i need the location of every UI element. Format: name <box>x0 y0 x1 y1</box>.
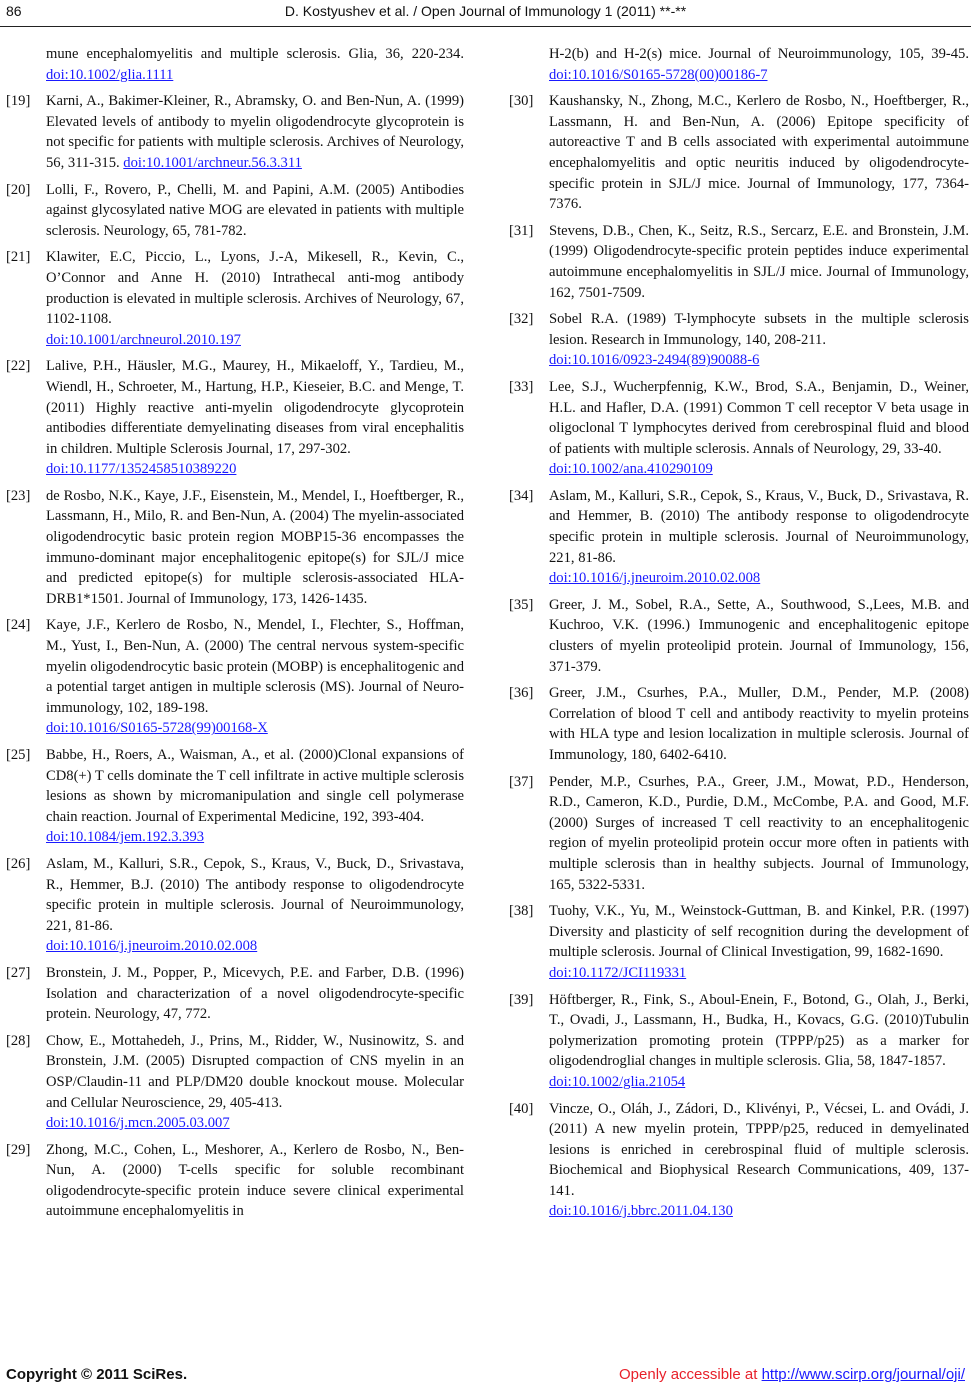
running-title: D. Kostyushev et al. / Open Journal of Immunology 1 (2011) **-** <box>284 3 687 19</box>
reference-text: mune encephalomyelitis and multiple sclerosis. Glia, 36, 220-234. <box>46 46 464 62</box>
reference-text: Vincze, O., Oláh, J., Zádori, D., Klivényi, P., Vécsei, L. and Ovádi, J. (2011) A new myelin protein, TPPP/p25, reduced in demyelinated lesions is enriched in cerebrospinal fluid of multiple sclerosis. Biochemical and Biophysical Research Communications, 409, 137-141. <box>549 1100 969 1199</box>
reference-item <box>509 1099 969 1223</box>
reference-number: [27] <box>6 964 31 981</box>
reference-item <box>509 772 969 896</box>
reference-text: Aslam, M., Kalluri, S.R., Cepok, S., Kraus, V., Buck, D., Srivastava, R., Hemmer, B.J. (2010) The antibody response to oligodendrocyte specific protein in multiple sclerosis. Journal of Neuroimmunology, 221, 81-86. <box>46 855 464 934</box>
reference-item <box>509 901 969 983</box>
reference-continuation <box>6 44 464 85</box>
reference-text: Kaushansky, N., Zhong, M.C., Kerlero de Rosbo, N., Hoeftberger, R., Lassmann, H. and Ben-Nun, A. (2006) Epitope specificity of autoreactive T and B cells associated with experimental autoimmune encephalomyelitis and optic neuritis induced by oligodendrocyte-specific protein in SJL/J mice. Journal of Immunology, 177, 7364-7376. <box>549 93 969 213</box>
reference-item <box>509 683 969 765</box>
reference-text: Lolli, F., Rovero, P., Chelli, M. and Papini, A.M. (2005) Antibodies against glycosylated native MOG are elevated in patients with multiple sclerosis. Neurology, 65, 781-782. <box>46 181 464 239</box>
doi-link[interactable]: doi:10.1016/S0165-5728(00)00186-7 <box>549 66 768 83</box>
reference-number: [25] <box>6 747 31 763</box>
reference-number: [33] <box>509 378 534 395</box>
reference-item <box>509 221 969 303</box>
left-column <box>6 44 464 1222</box>
right-column <box>509 44 969 1222</box>
running-header <box>0 0 971 27</box>
reference-text: Tuohy, V.K., Yu, M., Weinstock-Guttman, B. and Kinkel, P.R. (1997) Diversity and plasticity of self recognition during the development of multiple sclerosis. Journal of Clinical Investigation, 99, 1682-1690. <box>549 903 969 961</box>
page-number: 86 <box>6 3 22 19</box>
reference-text: Karni, A., Bakimer-Kleiner, R., Abramsky, O. and Ben-Nun, A. (1999) Elevated levels of antibody to myelin oligodendrocyte glycoprotein is not specific for patients with multiple sclerosis. Archives of Neurology, 56, 311-315. <box>46 93 464 171</box>
reference-number: [19] <box>6 93 31 110</box>
doi-link[interactable]: doi:10.1172/JCI119331 <box>549 964 687 981</box>
reference-item <box>509 486 969 589</box>
reference-text: Lee, S.J., Wucherpfennig, K.W., Brod, S.A., Benjamin, D., Weiner, H.L. and Hafler, D.A. (1991) Common T cell receptor V beta usage in oligoclonal T lymphocytes derived from cerebrospinal fluid and blood of patients with multiple sclerosis. Annals of Neurology, 29, 33-40. <box>549 378 969 457</box>
open-access-notice <box>619 1366 965 1383</box>
reference-number: [24] <box>6 617 31 634</box>
reference-text: Lalive, P.H., Häusler, M.G., Maurey, H., Mikaeloff, Y., Tardieu, M., Wiendl, H., Schroeter, M., Hartung, H.P., Kieseier, B.C. and Menge, T. (2011) Highly reactive anti-myelin oligodendrocyte glycoprotein antibodies differentiate demyelinating diseases from viral encephalitis in children. Multiple Sclerosis Journal, 17, 297-302. <box>46 358 464 457</box>
doi-link[interactable]: doi:10.1016/j.jneuroim.2010.02.008 <box>549 570 761 587</box>
reference-number: [23] <box>6 487 31 504</box>
reference-text: Babbe, H., Roers, A., Waisman, A., et al. (2000)Clonal expansions of CD8(+) T cells dominate the T cell infiltrate in active multiple sclerosis lesions as shown by micromanipulation and single cell polymerase chain reaction. Journal of Experimental Medicine, 192, 393-404. <box>46 747 464 825</box>
reference-number: [32] <box>509 311 534 328</box>
reference-number: [36] <box>509 685 534 702</box>
reference-item <box>6 1140 464 1222</box>
reference-text: Stevens, D.B., Chen, K., Seitz, R.S., Sercarz, E.E. and Bronstein, J.M. (1999) Oligodendrocyte-specific protein peptides induce experimental autoimmune encephalomyelitis in SJL/J mice. Journal of Immunology, 162, 7501-7509. <box>549 222 969 301</box>
copyright-notice: Copyright © 2011 SciRes. <box>6 1366 188 1383</box>
reference-number: [39] <box>509 991 534 1008</box>
reference-text: Zhong, M.C., Cohen, L., Meshorer, A., Kerlero de Rosbo, N., Ben-Nun, A. (2000) T-cells specific for soluble recombinant oligodendrocyte-specific protein induce severe clinical experimental autoimmune encephalomyelitis in <box>46 1141 464 1220</box>
reference-item <box>6 963 464 1025</box>
reference-number: [31] <box>509 222 534 239</box>
reference-item <box>509 595 969 677</box>
reference-number: [22] <box>6 358 31 375</box>
reference-continuation <box>509 44 969 85</box>
reference-item <box>6 247 464 350</box>
doi-link[interactable]: doi:10.1001/archneur.56.3.311 <box>123 154 302 171</box>
reference-text: Klawiter, E.C, Piccio, L., Lyons, J.-A, Mikesell, R., Kevin, C., O’Connor and Anne H. (2010) Intrathecal anti-mog antibody production is elevated in multiple sclerosis. Archives of Neurology, 67, 1102-1108. <box>46 249 464 328</box>
reference-number: [35] <box>509 596 534 613</box>
doi-link[interactable]: doi:10.1016/j.jneuroim.2010.02.008 <box>46 938 258 955</box>
reference-number: [40] <box>509 1100 534 1117</box>
journal-url-link[interactable]: http://www.scirp.org/journal/oji/ <box>761 1366 965 1383</box>
reference-text: Chow, E., Mottahedeh, J., Prins, M., Ridder, W., Nusinowitz, S. and Bronstein, J.M. (2005) Disrupted compaction of CNS myelin in an OSP/Claudin-11 and PLP/DM20 double knockout mouse. Molecular and Cellular Neuroscience, 29, 405-413. <box>46 1032 464 1111</box>
reference-text: Greer, J. M., Sobel, R.A., Sette, A., Southwood, S.,Lees, M.B. and Kuchroo, V.K. (1996.) Immunogenic and encephalitogenic epitope clusters of myelin proteolipid protein. Journal of Immunology, 156, 371-379. <box>549 596 969 675</box>
reference-number: [29] <box>6 1141 31 1158</box>
doi-link[interactable]: doi:10.1001/archneurol.2010.197 <box>46 331 241 348</box>
reference-item <box>6 745 464 848</box>
reference-number: [38] <box>509 903 534 920</box>
reference-text: Höftberger, R., Fink, S., Aboul-Enein, F., Botond, G., Olah, J., Berki, T., Ovadi, J., Lassmann, H., Budka, H., Kovacs, G.G. (2010)Tubulin polymerization promoting protein (TPPP/p25) as a marker for oligodendroglial changes in multiple sclerosis. Glia, 58, 1847-1857. <box>549 991 969 1070</box>
doi-link[interactable]: doi:10.1002/glia.21054 <box>549 1073 686 1090</box>
page-footer <box>0 1358 971 1388</box>
reference-item <box>509 377 969 480</box>
reference-text: Kaye, J.F., Kerlero de Rosbo, N., Mendel, I., Flechter, S., Hoffman, M., Yust, I., Ben-Nun, A. (2000) The central nervous system-specific myelin oligodendrocytic basic protein (MOBP) is encephalitogenic and a potential target antigen in multiple sclerosis (MS). Journal of Neuro-immunology, 102, 189-198. <box>46 617 464 716</box>
reference-item <box>6 356 464 480</box>
reference-number: [26] <box>6 855 31 872</box>
reference-item <box>509 309 969 371</box>
reference-item <box>6 615 464 739</box>
doi-link[interactable]: doi:10.1177/1352458510389220 <box>46 461 237 478</box>
reference-text: Bronstein, J. M., Popper, P., Micevych, P.E. and Farber, D.B. (1996) Isolation and characterization of a novel oligodendrocyte-specific protein. Neurology, 47, 772. <box>46 964 464 1023</box>
reference-number: [34] <box>509 487 534 504</box>
doi-link[interactable]: doi:10.1016/0923-2494(89)90088-6 <box>549 352 760 369</box>
reference-item <box>6 486 464 610</box>
reference-text: Aslam, M., Kalluri, S.R., Cepok, S., Kraus, V., Buck, D., Srivastava, R. and Hemmer, B. (2010) The antibody response to oligodendrocyte specific protein in multiple sclerosis. Journal of Neuroimmunology, 221, 81-86. <box>549 487 969 566</box>
reference-text: Sobel R.A. (1989) T-lymphocyte subsets in the multiple sclerosis lesion. Research in Immunology, 140, 208-211. <box>549 311 969 348</box>
open-access-label: Openly accessible at <box>619 1366 762 1383</box>
reference-item <box>6 1031 464 1134</box>
doi-link[interactable]: doi:10.1016/j.mcn.2005.03.007 <box>46 1115 230 1132</box>
reference-number: [21] <box>6 249 31 266</box>
reference-item <box>6 180 464 242</box>
reference-text: Pender, M.P., Csurhes, P.A., Greer, J.M., Mowat, P.D., Henderson, R.D., Cameron, K.D., Purdie, D.M., McCombe, P.A. and Good, M.F. (2000) Surges of increased T cell reactivity to an encephalitogenic region of myelin proteolipid protein occur more often in patients with multiple sclerosis than in healthy subjects. Journal of Immunology, 165, 5322-5331. <box>549 773 969 893</box>
doi-link[interactable]: doi:10.1016/j.bbrc.2011.04.130 <box>549 1203 733 1220</box>
reference-item <box>509 990 969 1093</box>
reference-number: [30] <box>509 93 534 110</box>
reference-number: [28] <box>6 1032 31 1049</box>
reference-item <box>6 854 464 957</box>
doi-link[interactable]: doi:10.1084/jem.192.3.393 <box>46 829 205 846</box>
doi-link[interactable]: doi:10.1002/glia.1111 <box>46 66 174 83</box>
reference-number: [20] <box>6 181 31 198</box>
reference-item <box>509 91 969 215</box>
reference-text: H-2(b) and H-2(s) mice. Journal of Neuroimmunology, 105, 39-45. <box>549 46 969 62</box>
reference-text: de Rosbo, N.K., Kaye, J.F., Eisenstein, M., Mendel, I., Hoeftberger, R., Lassmann, H., Milo, R. and Ben-Nun, A. (2004) The myelin-associated oligodendrocytic basic protein region MOBP15-36 encompasses the immuno-dominant major encephalitogenic epitope(s) for SJL/J mice and predicted epitope(s) for multiple sclerosis-associated HLA-DRB1*1501. Journal of Immunology, 173, 1426-1435. <box>46 487 464 607</box>
doi-link[interactable]: doi:10.1002/ana.410290109 <box>549 461 713 478</box>
reference-number: [37] <box>509 773 534 790</box>
reference-text: Greer, J.M., Csurhes, P.A., Muller, D.M., Pender, M.P. (2008) Correlation of blood T cell and antibody reactivity to myelin proteins with HLA type and lesion localization in multiple sclerosis. Journal of Immunology, 180, 6402-6410. <box>549 685 969 763</box>
doi-link[interactable]: doi:10.1016/S0165-5728(99)00168-X <box>46 720 268 737</box>
reference-item <box>6 91 464 173</box>
